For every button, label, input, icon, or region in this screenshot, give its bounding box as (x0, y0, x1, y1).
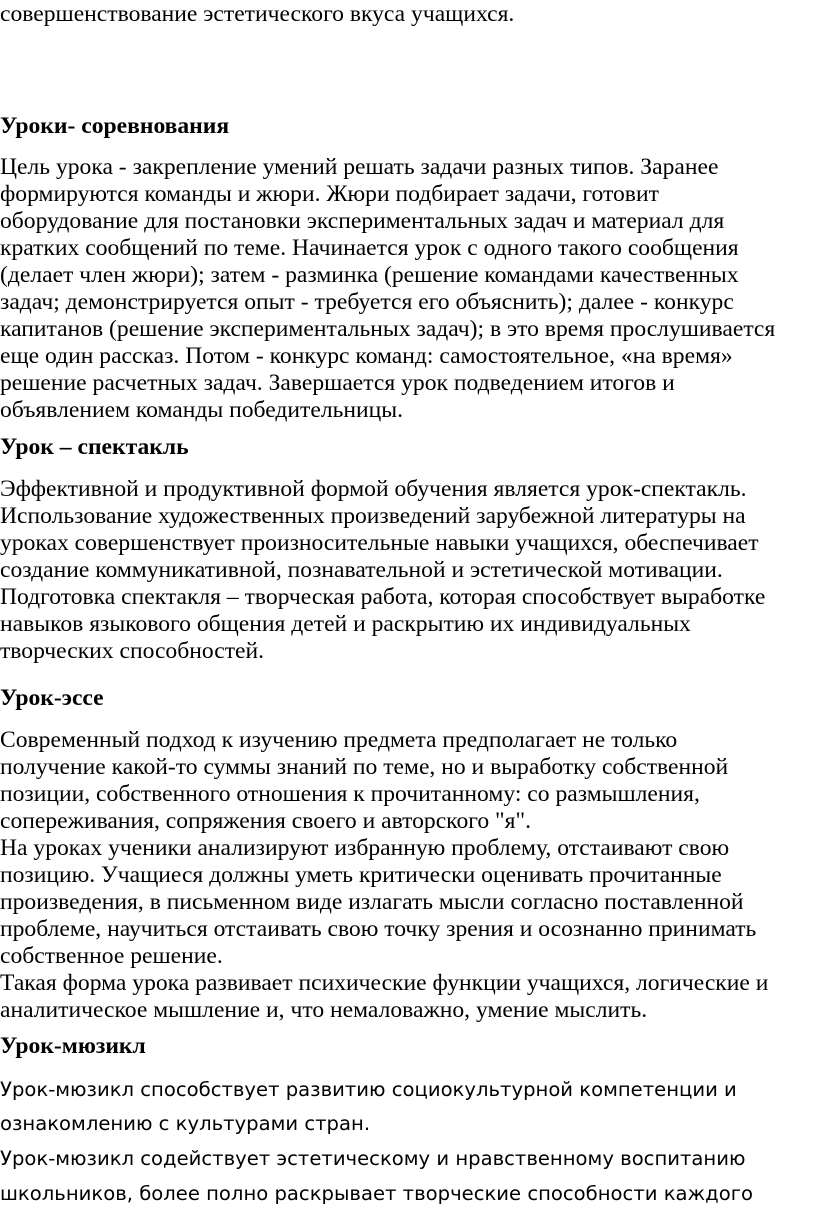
section-heading: Урок-мюзикл (0, 1033, 146, 1059)
paragraph-line: задач; демонстрируется опыт - требуется его объяснить); далее - конкурс (0, 289, 734, 315)
paragraph-line: позицию. Учащиеся должны уметь критически оценивать прочитанные (0, 862, 722, 888)
paragraph-line: формируются команды и жюри. Жюри подбирает задачи, готовит (0, 181, 659, 207)
paragraph-line: позиции, собственного отношения к прочитанному: со размышления, (0, 781, 700, 807)
paragraph-line: навыков языкового общения детей и раскрытию их индивидуальных (0, 611, 691, 637)
paragraph-line: Урок-мюзикл способствует развитию социокультурной компетенции и (0, 1078, 737, 1101)
paragraph-line: получение какой-то суммы знаний по теме, но и выработку собственной (0, 754, 729, 780)
section-heading: Урок – спектакль (0, 434, 189, 460)
paragraph-line: решение расчетных задач. Завершается урок подведением итогов и (0, 370, 675, 396)
paragraph-line: произведения, в письменном виде излагать мысли согласно поставленной (0, 889, 744, 915)
paragraph-line: На уроках ученики анализируют избранную проблему, отстаивают свою (0, 835, 730, 861)
paragraph-line: (делает член жюри); затем - разминка (решение командами качественных (0, 262, 739, 288)
paragraph-line: уроках совершенствует произносительные навыки учащихся, обеспечивает (0, 530, 759, 556)
paragraph-line: Цель урока - закрепление умений решать задачи разных типов. Заранее (0, 154, 719, 180)
paragraph-line: собственное решение. (0, 943, 223, 969)
intro-line: совершенствование эстетического вкуса учащихся. (0, 1, 515, 27)
section-heading: Урок-эссе (0, 685, 104, 711)
paragraph-line: школьников, более полно раскрывает творческие способности каждого (0, 1182, 754, 1205)
paragraph-line: ознакомлению с культурами стран. (0, 1112, 371, 1135)
section-heading: Уроки- соревнования (0, 113, 230, 139)
paragraph-line: Современный подход к изучению предмета предполагает не только (0, 727, 678, 753)
paragraph-line: еще один рассказ. Потом - конкурс команд: самостоятельное, «на время» (0, 343, 733, 369)
paragraph-line: капитанов (решение экспериментальных задач); в это время прослушивается (0, 316, 776, 342)
paragraph-line: Такая форма урока развивает психические функции учащихся, логические и (0, 970, 769, 996)
paragraph-line: оборудование для постановки экспериментальных задач и материал для (0, 208, 725, 234)
paragraph-line: кратких сообщений по теме. Начинается урок с одного такого сообщения (0, 235, 739, 261)
paragraph-line: Подготовка спектакля – творческая работа, которая способствует выработке (0, 584, 766, 610)
paragraph-line: Использование художественных произведений зарубежной литературы на (0, 503, 746, 529)
paragraph-line: аналитическое мышление и, что немаловажно, умение мыслить. (0, 997, 648, 1023)
paragraph-line: Урок-мюзикл содействует эстетическому и нравственному воспитанию (0, 1147, 746, 1170)
paragraph-line: объявлением команды победительницы. (0, 397, 403, 423)
paragraph-line: проблеме, научиться отстаивать свою точку зрения и осознанно принимать (0, 916, 757, 942)
paragraph-line: творческих способностей. (0, 638, 265, 664)
paragraph-line: создание коммуникативной, познавательной и эстетической мотивации. (0, 557, 723, 583)
paragraph-line: сопереживания, сопряжения своего и авторского "я". (0, 808, 532, 834)
paragraph-line: Эффективной и продуктивной формой обучения является урок-спектакль. (0, 476, 747, 502)
